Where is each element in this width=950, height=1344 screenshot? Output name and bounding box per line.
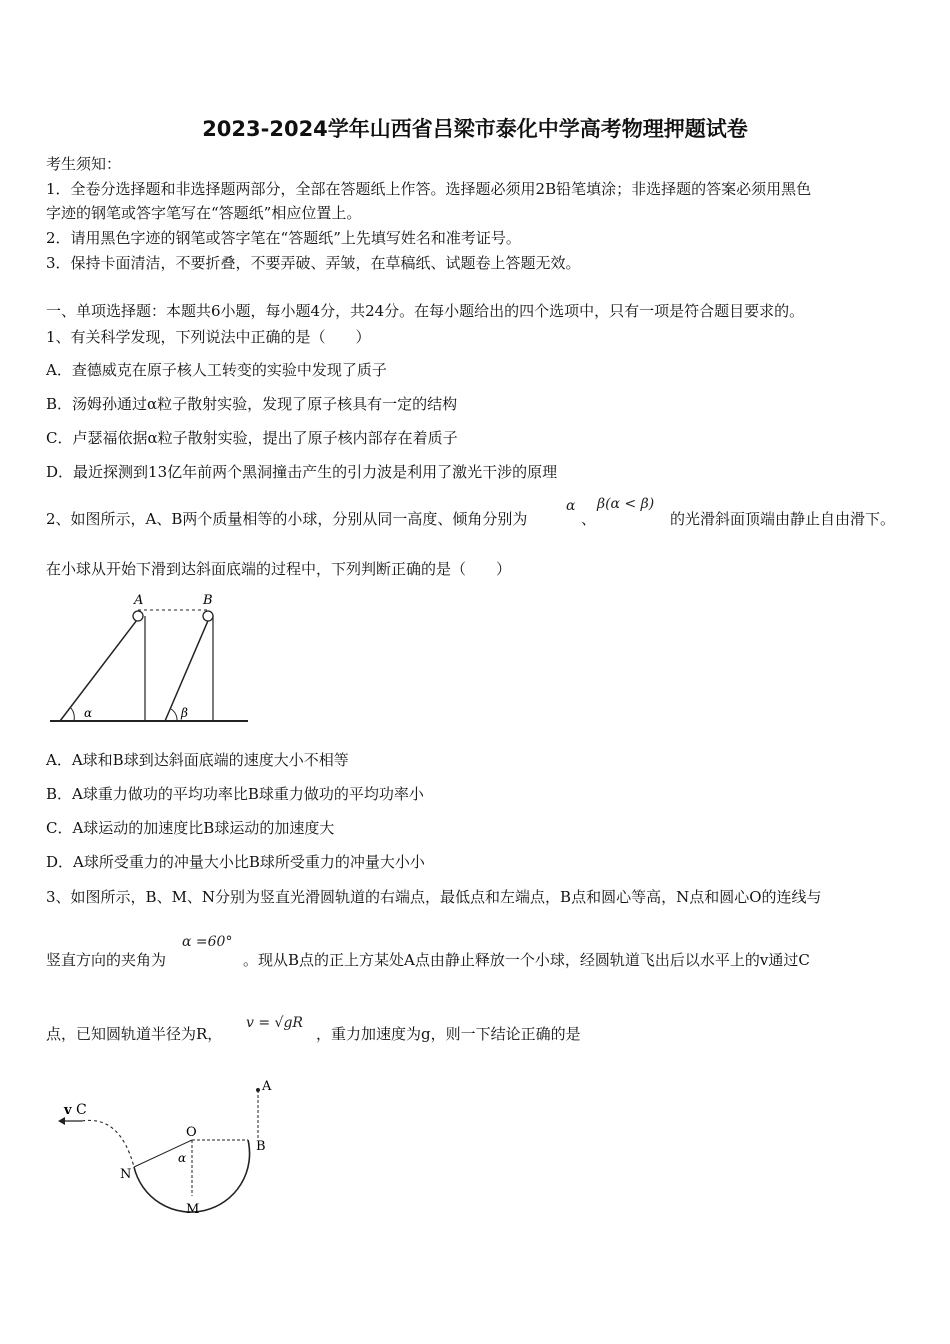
- label-m: M: [186, 1202, 200, 1217]
- q1-option-c: C．卢瑟福依据α粒子散射实验，提出了原子核内部存在着质子: [46, 429, 458, 447]
- q3-math-v: v = √gR: [246, 1015, 303, 1031]
- q2-sep: 、: [581, 510, 597, 528]
- page-title: 2023-2024学年山西省吕梁市泰化中学高考物理押题试卷: [202, 117, 748, 141]
- label-n: N: [120, 1167, 132, 1182]
- angle-alpha-arc: [71, 708, 74, 721]
- angle-beta-arc: [171, 709, 177, 721]
- label-c: C: [76, 1102, 87, 1118]
- q1-option-b: B．汤姆孙通过α粒子散射实验，发现了原子核具有一定的结构: [46, 395, 458, 413]
- q2-option-d: D．A球所受重力的冲量大小比B球所受重力的冲量大小小: [46, 853, 425, 871]
- label-alpha: α: [178, 1151, 187, 1165]
- point-a-dot: [256, 1088, 260, 1092]
- q1-option-d: D．最近探测到13亿年前两个黑洞撞击产生的引力波是利用了激光干涉的原理: [46, 463, 558, 481]
- q2-math-beta: β(α < β): [597, 496, 655, 512]
- q3-stem-line2-a: 竖直方向的夹角为: [46, 951, 167, 969]
- section-heading: 一、单项选择题：本题共6小题，每小题4分，共24分。在每小题给出的四个选项中，只有一项是符合题目要求的。: [46, 302, 805, 320]
- q3-stem-line3-a: 点，已知圆轨道半径为R，: [46, 1025, 223, 1043]
- label-a: A: [134, 593, 144, 608]
- q3-stem-line1: 3、如图所示，B、M、N分别为竖直光滑圆轨道的右端点，最低点和左端点，B点和圆心等高，N点和圆心O的连线与: [46, 888, 822, 906]
- velocity-arrowhead: [58, 1117, 65, 1125]
- label-beta: β: [181, 706, 188, 720]
- q2-stem-part2: 的光滑斜面顶端由静止自由滑下。: [670, 510, 896, 528]
- notice-item-2: 2．请用黑色字迹的钢笔或答字笔在“答题纸”上先填写姓名和准考证号。: [46, 229, 521, 247]
- q2-option-a: A．A球和B球到达斜面底端的速度大小不相等: [46, 751, 349, 769]
- label-o: O: [186, 1125, 197, 1140]
- q3-circle-track-figure: [50, 1070, 290, 1220]
- label-v: v: [64, 1103, 72, 1118]
- notice-heading: 考生须知：: [46, 155, 122, 173]
- q2-math-alpha: α: [566, 498, 576, 514]
- projectile-path: [82, 1120, 134, 1167]
- label-alpha: α: [84, 706, 93, 720]
- q2-option-b: B．A球重力做功的平均功率比B球重力做功的平均功率小: [46, 785, 424, 803]
- notice-item-1-cont: 字迹的钢笔或答字笔写在“答题纸”相应位置上。: [46, 204, 362, 222]
- q1-stem: 1、有关科学发现，下列说法中正确的是（ ）: [46, 328, 371, 346]
- notice-item-1: 1．全卷分选择题和非选择题两部分，全部在答题纸上作答。选择题必须用2B铅笔填涂；非选择题的答案必须用黑色: [46, 180, 812, 198]
- q3-stem-line2-b: 。现从B点的正上方某处A点由静止释放一个小球，经圆轨道飞出后以水平上的v通过C: [243, 951, 810, 969]
- ball-b: [203, 611, 213, 621]
- q2-stem-line2: 在小球从开始下滑到达斜面底端的过程中，下列判断正确的是（ ）: [46, 560, 512, 578]
- q2-incline-figure: [40, 588, 260, 728]
- incline-a: [60, 616, 140, 721]
- label-b: B: [203, 593, 213, 608]
- label-a: A: [262, 1079, 272, 1094]
- label-b: B: [256, 1139, 266, 1154]
- q2-stem-part1: 2、如图所示，A、B两个质量相等的小球，分别从同一高度、倾角分别为: [46, 510, 528, 528]
- q3-stem-line3-b: ，重力加速度为g，则一下结论正确的是: [316, 1025, 581, 1043]
- q1-option-a: A．查德威克在原子核人工转变的实验中发现了质子: [46, 361, 387, 379]
- q3-math-angle: α =60°: [182, 934, 233, 950]
- q2-option-c: C．A球运动的加速度比B球运动的加速度大: [46, 819, 335, 837]
- ball-a: [133, 611, 143, 621]
- notice-item-3: 3．保持卡面清洁，不要折叠，不要弄破、弄皱，在草稿纸、试题卷上答题无效。: [46, 254, 581, 272]
